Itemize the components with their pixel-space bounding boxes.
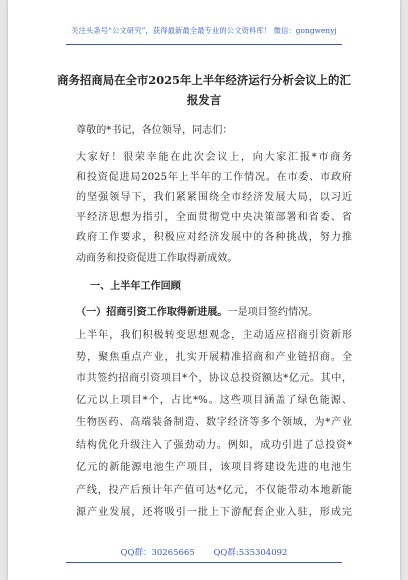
section-heading: 一、上半年工作回顾 [90, 281, 181, 292]
body-line: 政府工作要求，积极应对经济发展中的各种挑战，努力推 [76, 232, 352, 243]
paragraph-line: 势，聚焦重点产业，扎实开展精准招商和产业链招商。全 [76, 352, 352, 363]
paragraph-line: 亿元的新能源电池生产项目，该项目将建设先进的电池生 [76, 462, 352, 473]
body-line: 平经济思想为指引，全面贯彻党中央决策部署和省委、省 [76, 212, 352, 223]
paragraph-line: 源产业发展，还将吸引一批上下游配套企业入驻，形成完 [76, 507, 352, 518]
document-title [50, 70, 358, 110]
footer-banner [8, 546, 400, 558]
body-line: 动商务和投资促进工作取得新成效。 [76, 253, 238, 264]
paragraph-line: 上半年，我们积极转变思想观念，主动适应招商引资新形 [76, 330, 352, 341]
paragraph-line: 市共签约招商引资项目*个，协议总投资额达*亿元。其中， [76, 373, 352, 384]
body-line: 大家好！很荣幸能在此次会议上，向大家汇报*市商务 [76, 152, 352, 163]
document-page [8, 0, 400, 580]
paragraph-line: 结构优化升级注入了强劲动力。例如，成功引进了总投资* [76, 440, 352, 451]
salutation: 尊敬的*书记，各位领导，同志们： [76, 125, 233, 136]
subsection-heading: （一）招商引资工作取得新进展。 [76, 307, 228, 318]
paragraph-line: 产线，投产后预计年产值可达*亿元，不仅能带动本地新能 [76, 485, 352, 496]
header-banner: 关注头条号“公文研究”，获得最新最全最专业的公文资料库！ 微信：gongwenyj [71, 26, 337, 35]
footer-divider [66, 562, 342, 563]
title-line-1: 商务招商局在全市2025年上半年经济运行分析会议上的汇 [57, 73, 351, 87]
subsection-line [76, 306, 318, 320]
body-line: 和投资促进局2025年上半年的工作情况。在市委、市政府 [76, 172, 352, 183]
title-line-2: 报发言 [186, 93, 222, 107]
header-divider [66, 44, 342, 45]
footer-qq-group-2: QQ群:535304092 [213, 548, 288, 558]
footer-qq-group-1: QQ群：30265665 [120, 548, 195, 558]
paragraph-line: 生物医药、高端装备制造、数字经济等多个领域，为*产业 [76, 417, 352, 428]
paragraph-line: 亿元以上项目*个，占比*%。这些项目涵盖了绿色能源、 [76, 395, 352, 406]
body-line: 的坚强领导下，我们紧紧围绕全市经济发展大局，以习近 [76, 192, 352, 203]
subsection-lead: 一是项目签约情况。 [227, 307, 319, 318]
